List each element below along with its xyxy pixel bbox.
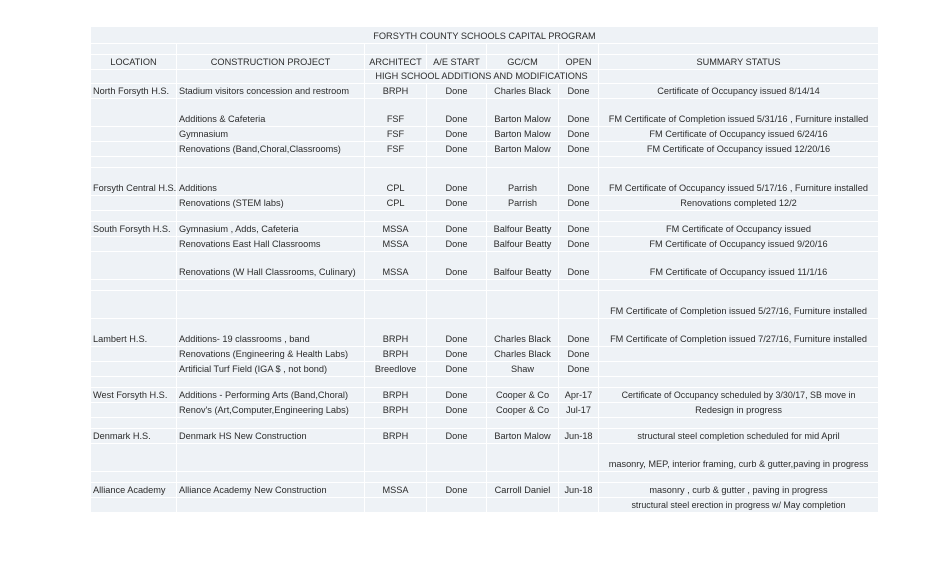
- architect-cell: CPL: [365, 196, 427, 211]
- project-cell: Renovations (W Hall Classrooms, Culinary): [177, 252, 365, 280]
- architect-cell: [365, 291, 427, 319]
- project-cell: Gymnasium: [177, 127, 365, 142]
- ae-start-cell: Done: [427, 196, 487, 211]
- project-cell: Alliance Academy New Construction: [177, 483, 365, 498]
- summary-cell: masonry , curb & gutter , paving in progress: [599, 483, 879, 498]
- open-cell: Done: [559, 99, 599, 127]
- table-row: [91, 168, 879, 196]
- ae-start-cell: [427, 291, 487, 319]
- summary-cell: Renovations completed 12/2: [599, 196, 879, 211]
- project-cell: Additions & Cafeteria: [177, 99, 365, 127]
- ae-start-cell: Done: [427, 222, 487, 237]
- ae-start-cell: Done: [427, 483, 487, 498]
- table-row: [91, 237, 879, 252]
- architect-cell: MSSA: [365, 222, 427, 237]
- location-cell: Denmark H.S.: [91, 429, 177, 444]
- summary-cell: FM Certificate of Occupancy issued 6/24/16: [599, 127, 879, 142]
- gc-cm-cell: Charles Black: [487, 319, 559, 347]
- open-cell: [559, 444, 599, 472]
- header-summary: SUMMARY STATUS: [599, 55, 879, 70]
- summary-cell: structural steel completion scheduled for mid April: [599, 429, 879, 444]
- summary-cell: [599, 362, 879, 377]
- table-row: [91, 347, 879, 362]
- ae-start-cell: Done: [427, 362, 487, 377]
- open-cell: Jul-17: [559, 403, 599, 418]
- architect-cell: BRPH: [365, 388, 427, 403]
- gc-cm-cell: Charles Black: [487, 84, 559, 99]
- architect-cell: MSSA: [365, 237, 427, 252]
- location-cell: [91, 237, 177, 252]
- summary-cell: structural steel erection in progress w/ May completion: [599, 498, 879, 513]
- architect-cell: BRPH: [365, 347, 427, 362]
- ae-start-cell: Done: [427, 347, 487, 362]
- open-cell: Done: [559, 222, 599, 237]
- architect-cell: FSF: [365, 99, 427, 127]
- open-cell: Done: [559, 127, 599, 142]
- section-label: HIGH SCHOOL ADDITIONS AND MODIFICATIONS: [365, 70, 599, 84]
- architect-cell: MSSA: [365, 483, 427, 498]
- open-cell: Jun-18: [559, 429, 599, 444]
- table-row: [91, 196, 879, 211]
- architect-cell: Breedlove: [365, 362, 427, 377]
- summary-cell: FM Certificate of Completion issued 5/31/16 , Furniture installed: [599, 99, 879, 127]
- open-cell: Done: [559, 347, 599, 362]
- summary-cell: FM Certificate of Occupancy issued 5/17/16 , Furniture installed: [599, 168, 879, 196]
- gc-cm-cell: Barton Malow: [487, 142, 559, 157]
- summary-cell: FM Certificate of Completion issued 7/27/16, Furniture installed: [599, 319, 879, 347]
- table-row: [91, 483, 879, 498]
- gc-cm-cell: Balfour Beatty: [487, 237, 559, 252]
- header-ae-start: A/E START: [427, 55, 487, 70]
- project-cell: Renovations (STEM labs): [177, 196, 365, 211]
- location-cell: [91, 498, 177, 513]
- location-cell: [91, 444, 177, 472]
- header-architect: ARCHITECT: [365, 55, 427, 70]
- location-cell: [91, 99, 177, 127]
- location-cell: [91, 291, 177, 319]
- ae-start-cell: [427, 444, 487, 472]
- table-row: [91, 362, 879, 377]
- table-row: [91, 84, 879, 99]
- open-cell: Done: [559, 362, 599, 377]
- ae-start-cell: Done: [427, 127, 487, 142]
- project-cell: Renovations (Band,Choral,Classrooms): [177, 142, 365, 157]
- gc-cm-cell: Cooper & Co: [487, 388, 559, 403]
- table-row: [91, 142, 879, 157]
- location-cell: [91, 196, 177, 211]
- gc-cm-cell: Shaw: [487, 362, 559, 377]
- gc-cm-cell: Parrish: [487, 196, 559, 211]
- header-open: OPEN: [559, 55, 599, 70]
- location-cell: [91, 127, 177, 142]
- open-cell: Done: [559, 84, 599, 99]
- open-cell: Done: [559, 252, 599, 280]
- location-cell: West Forsyth H.S.: [91, 388, 177, 403]
- ae-start-cell: Done: [427, 388, 487, 403]
- location-cell: Lambert H.S.: [91, 319, 177, 347]
- ae-start-cell: Done: [427, 319, 487, 347]
- location-cell: South Forsyth H.S.: [91, 222, 177, 237]
- ae-start-cell: Done: [427, 252, 487, 280]
- architect-cell: FSF: [365, 142, 427, 157]
- open-cell: Done: [559, 237, 599, 252]
- table-row: [91, 319, 879, 347]
- gc-cm-cell: Parrish: [487, 168, 559, 196]
- gc-cm-cell: [487, 444, 559, 472]
- table-row: [91, 99, 879, 127]
- architect-cell: MSSA: [365, 252, 427, 280]
- ae-start-cell: Done: [427, 99, 487, 127]
- open-cell: Done: [559, 319, 599, 347]
- architect-cell: [365, 444, 427, 472]
- summary-cell: FM Certificate of Occupancy issued: [599, 222, 879, 237]
- architect-cell: BRPH: [365, 403, 427, 418]
- location-cell: [91, 142, 177, 157]
- open-cell: Jun-18: [559, 483, 599, 498]
- ae-start-cell: Done: [427, 429, 487, 444]
- table-row: [91, 127, 879, 142]
- project-cell: Denmark HS New Construction: [177, 429, 365, 444]
- gc-cm-cell: Balfour Beatty: [487, 222, 559, 237]
- location-cell: Forsyth Central H.S.: [91, 168, 177, 196]
- location-cell: Alliance Academy: [91, 483, 177, 498]
- architect-cell: BRPH: [365, 429, 427, 444]
- project-cell: Additions- 19 classrooms , band: [177, 319, 365, 347]
- open-cell: Done: [559, 196, 599, 211]
- ae-start-cell: Done: [427, 168, 487, 196]
- gc-cm-cell: Barton Malow: [487, 429, 559, 444]
- table-row: [91, 222, 879, 237]
- summary-cell: Certificate of Occupancy scheduled by 3/30/17, SB move in: [599, 388, 879, 403]
- project-cell: Gymnasium , Adds, Cafeteria: [177, 222, 365, 237]
- gc-cm-cell: [487, 498, 559, 513]
- ae-start-cell: Done: [427, 403, 487, 418]
- gc-cm-cell: [487, 291, 559, 319]
- ae-start-cell: [427, 498, 487, 513]
- project-cell: Stadium visitors concession and restroom: [177, 84, 365, 99]
- table-row: [91, 444, 879, 472]
- summary-cell: FM Certificate of Occupancy issued 11/1/16: [599, 252, 879, 280]
- table-row: [91, 252, 879, 280]
- location-cell: North Forsyth H.S.: [91, 84, 177, 99]
- project-cell: Artificial Turf Field (IGA $ , not bond): [177, 362, 365, 377]
- gc-cm-cell: Carroll Daniel: [487, 483, 559, 498]
- project-cell: [177, 498, 365, 513]
- gc-cm-cell: Balfour Beatty: [487, 252, 559, 280]
- ae-start-cell: Done: [427, 237, 487, 252]
- gc-cm-cell: Charles Black: [487, 347, 559, 362]
- architect-cell: BRPH: [365, 319, 427, 347]
- architect-cell: [365, 498, 427, 513]
- header-gc-cm: GC/CM: [487, 55, 559, 70]
- table-row: [91, 291, 879, 319]
- location-cell: [91, 347, 177, 362]
- project-cell: Additions - Performing Arts (Band,Choral): [177, 388, 365, 403]
- project-cell: [177, 444, 365, 472]
- summary-cell: masonry, MEP, interior framing, curb & gutter,paving in progress: [599, 444, 879, 472]
- gc-cm-cell: Cooper & Co: [487, 403, 559, 418]
- gc-cm-cell: Barton Malow: [487, 127, 559, 142]
- gc-cm-cell: Barton Malow: [487, 99, 559, 127]
- sheet-title: FORSYTH COUNTY SCHOOLS CAPITAL PROGRAM: [91, 27, 879, 44]
- capital-program-table: [90, 26, 879, 513]
- architect-cell: CPL: [365, 168, 427, 196]
- open-cell: Done: [559, 168, 599, 196]
- location-cell: [91, 403, 177, 418]
- summary-cell: FM Certificate of Completion issued 5/27/16, Furniture installed: [599, 291, 879, 319]
- open-cell: Done: [559, 142, 599, 157]
- summary-cell: FM Certificate of Occupancy issued 9/20/16: [599, 237, 879, 252]
- ae-start-cell: Done: [427, 142, 487, 157]
- location-cell: [91, 252, 177, 280]
- header-location: LOCATION: [91, 55, 177, 70]
- table-row: [91, 498, 879, 513]
- project-cell: Additions: [177, 168, 365, 196]
- summary-cell: [599, 347, 879, 362]
- project-cell: Renovations East Hall Classrooms: [177, 237, 365, 252]
- table-row: [91, 388, 879, 403]
- location-cell: [91, 362, 177, 377]
- table-row: [91, 403, 879, 418]
- ae-start-cell: Done: [427, 84, 487, 99]
- open-cell: Apr-17: [559, 388, 599, 403]
- open-cell: [559, 291, 599, 319]
- project-cell: Renov's (Art,Computer,Engineering Labs): [177, 403, 365, 418]
- header-row: [91, 55, 879, 70]
- project-cell: Renovations (Engineering & Health Labs): [177, 347, 365, 362]
- architect-cell: BRPH: [365, 84, 427, 99]
- open-cell: [559, 498, 599, 513]
- architect-cell: FSF: [365, 127, 427, 142]
- table-row: [91, 429, 879, 444]
- project-cell: [177, 291, 365, 319]
- summary-cell: Certificate of Occupancy issued 8/14/14: [599, 84, 879, 99]
- summary-cell: Redesign in progress: [599, 403, 879, 418]
- summary-cell: FM Certificate of Occupancy issued 12/20/16: [599, 142, 879, 157]
- header-project: CONSTRUCTION PROJECT: [177, 55, 365, 70]
